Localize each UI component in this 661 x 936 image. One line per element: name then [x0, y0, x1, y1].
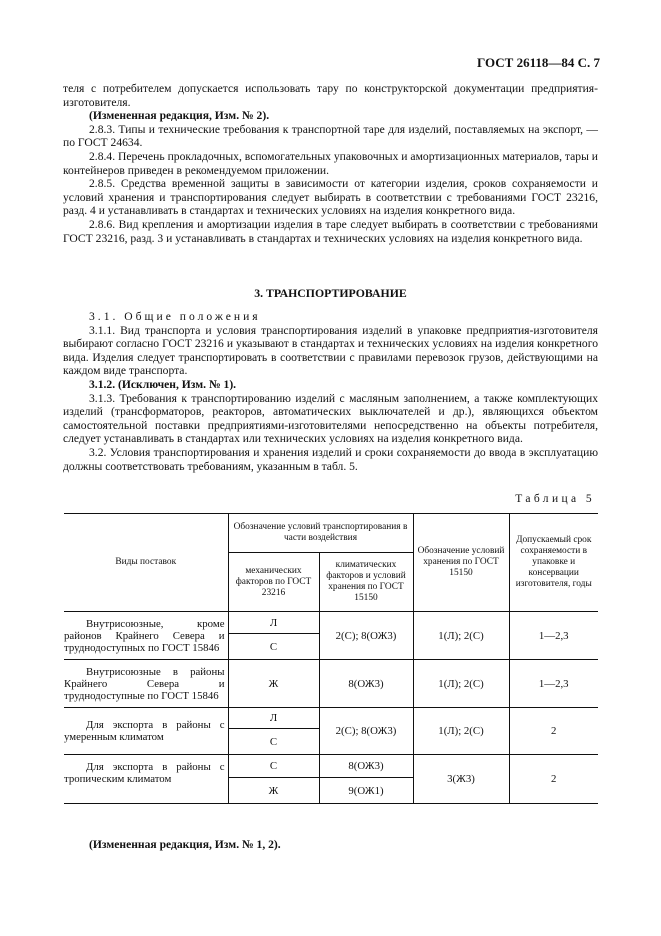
row-term: 1—2,3 [509, 660, 598, 708]
clause-3-1-1: 3.1.1. Вид транспорта и условия транспортирования изделий в упаковке предприятия-изготовителя выбирают согласно ГОСТ 23216 и указывают в стандартах и технических условиях на изделия конкретного вида. Изделия следует транспортировать в соответствии с правилами перевозок грузов, действующими на каждом виде транспорта. [63, 323, 598, 378]
row-kind: Внутрисоюзные в районы Крайнего Севера и труднодоступные по ГОСТ 15846 [64, 660, 228, 708]
clause-3-1-3: 3.1.3. Требования к транспортированию изделий с масляным заполнением, а также комплектующих изделий (трансформаторов, реакторов, автоматических выключателей и др.), являющихся объектом самостоятельной поставки предприятиями-изготовителями непосредственно на объекты потребителя, следует устанавливать в стандартах или технических условиях на изделия конкретного вида. [63, 391, 598, 446]
footer-amendment-note: (Измененная редакция, Изм. № 1, 2). [89, 838, 281, 851]
header-term: Допускаемый срок сохраняемости в упаковке и консервации изготовителя, годы [509, 514, 598, 612]
header-mech: механических факторов по ГОСТ 23216 [228, 553, 319, 612]
paragraph-continuation: теля с потребителем допускается использовать тару по конструкторской документации предприятия-изготовителя. [63, 82, 598, 109]
row-storage: 1(Л); 2(С) [413, 660, 509, 708]
row-kind: Для экспорта в районы с тропическим климатом [64, 755, 228, 804]
row-mech: С [228, 729, 319, 755]
table-row [64, 612, 598, 634]
row-clim: 8(ОЖ3) [319, 660, 413, 708]
page-header: ГОСТ 26118—84 С. 7 [477, 55, 600, 70]
section-3-text [63, 310, 598, 473]
row-mech: С [228, 634, 319, 660]
section-title: 3. ТРАНСПОРТИРОВАНИЕ [254, 286, 407, 300]
table-row [64, 660, 598, 708]
row-term: 1—2,3 [509, 612, 598, 660]
row-clim: 9(ОЖ1) [319, 778, 413, 804]
clause-3-1-2: 3.1.2. (Исключен, Изм. № 1). [89, 377, 237, 391]
table-caption: Таблица 5 [515, 493, 595, 505]
clause-2-8-6: 2.8.6. Вид крепления и амортизации изделия в таре следует выбирать в соответствии с требованиями ГОСТ 23216, разд. 3 и устанавливать в стандартах и технических условиях на изделия конкретного вида. [63, 217, 598, 245]
row-term: 2 [509, 708, 598, 755]
row-mech: Л [228, 708, 319, 729]
row-storage: 1(Л); 2(С) [413, 612, 509, 660]
header-storage: Обозначение условий хранения по ГОСТ 15150 [413, 514, 509, 612]
header-kind: Виды поставок [64, 514, 228, 612]
header-clim: климатических факторов и условий хранения по ГОСТ 15150 [319, 553, 413, 612]
table-row [64, 755, 598, 778]
clause-3-1: 3.1. Общие положения [89, 310, 261, 323]
header-transport: Обозначение условий транспортирования в части воздействия [228, 514, 413, 553]
row-kind: Для экспорта в районы с умеренным климатом [64, 708, 228, 755]
row-clim: 8(ОЖ3) [319, 755, 413, 778]
row-clim: 2(С); 8(ОЖ3) [319, 612, 413, 660]
row-storage: 3(Ж3) [413, 755, 509, 804]
row-clim: 2(С); 8(ОЖ3) [319, 708, 413, 755]
row-mech: Л [228, 612, 319, 634]
row-mech: Ж [228, 778, 319, 804]
row-mech: С [228, 755, 319, 778]
clause-2-8-4: 2.8.4. Перечень прокладочных, вспомогательных упаковочных и амортизационных материалов, тары и контейнеров приведен в рекомендуемом приложении. [63, 149, 598, 177]
row-mech: Ж [228, 660, 319, 708]
row-storage: 1(Л); 2(С) [413, 708, 509, 755]
row-kind: Внутрисоюзные, кроме районов Крайнего Севера и труднодоступных по ГОСТ 15846 [64, 617, 225, 654]
table-5 [64, 513, 598, 804]
intro-text [63, 82, 598, 245]
clause-3-2: 3.2. Условия транспортирования и хранения изделий и сроки сохраняемости до ввода в эксплуатацию должны соответствовать требованиям, указанным в табл. 5. [63, 445, 598, 473]
amendment-note: (Измененная редакция, Изм. № 2). [89, 109, 270, 123]
table-row [64, 708, 598, 729]
clause-2-8-3: 2.8.3. Типы и технические требования к транспортной таре для изделий, поставляемых на экспорт, — по ГОСТ 24634. [63, 122, 598, 150]
row-term: 2 [509, 755, 598, 804]
clause-2-8-5: 2.8.5. Средства временной защиты в зависимости от категории изделия, сроков сохраняемости и условий хранения и транспортирования следует выбирать в соответствии с требованиями ГОСТ 23216, разд. 4 и устанавливать в стандартах и технических условиях на изделия конкретного вида. [63, 177, 598, 218]
